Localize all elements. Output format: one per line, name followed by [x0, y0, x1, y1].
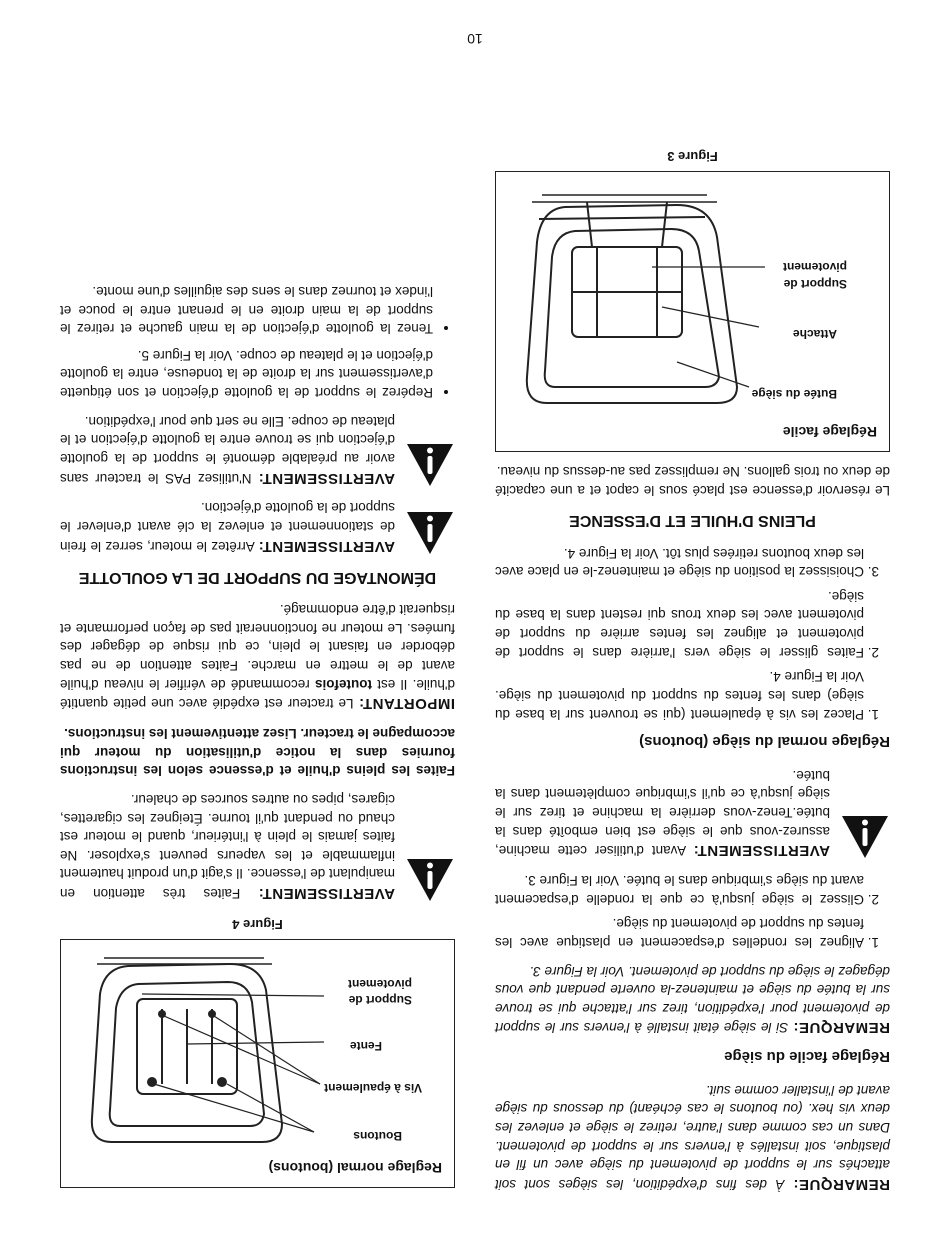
- important-label: IMPORTANT:: [358, 695, 455, 713]
- warning-text-block: [60, 789, 395, 903]
- figure-3-frame: [495, 171, 890, 452]
- figure-title: Reglage normal (boutons): [268, 1160, 442, 1176]
- warning-stop-engine: [60, 498, 455, 556]
- page-number: 10: [467, 31, 483, 47]
- important-note: [60, 600, 455, 714]
- warning-text-block: [60, 498, 395, 556]
- fill-instructions: Faites les pleins d'huile et d'essence selon les instructions fournies dans la notice d'utilisation du moteur qui accompagne le tracteur. Lisez attentivement les instructions.: [60, 726, 455, 779]
- remarque-shipping: [495, 1080, 890, 1194]
- list-item: 1. Placez les vis à épaulement (qui se trouvent sur la base du siège) dans les fentes du support du pivotement du siège. Voir la Figure 4.: [495, 667, 864, 723]
- list-item: • Repérez le support de la goulotte d'éjection et son étiquette d'avertissement sur la droite de la tondeuse, entre la goulotte d'éjection et le plateau de coupe. Voir la Figure 5.: [60, 345, 433, 401]
- remarque-text: À des fins d'expédition, les sièges sont soit attachés sur le support de pivotement du siège avec un fil en plastique, soit installés à l'envers sur le support de pivotement. Dans un cas comme dans l'autre, retirez le siège et enlevez les deux vis hex. (ou boutons le cas échéant) du dessous du siège avant de l'installer comme suit.: [495, 1082, 890, 1192]
- warning-fuel: [60, 789, 455, 903]
- column-right: [60, 273, 455, 1194]
- warning-seat-butee: [495, 765, 890, 860]
- warning-triangle-icon: [405, 857, 455, 903]
- list-item: 1. Alignez les rondelles d'espacement en plastique avec les fentes du support de pivotement du siège.: [495, 914, 864, 951]
- steps-facile: [495, 870, 890, 951]
- label-support: Support de pivotement: [782, 260, 847, 291]
- warning-text: Faites très attention en manipulant de l'essence. Il s'agit d'un produit hautement inflammable et les vapeurs peuvent s'exploser. Ne faites jamais le plein à l'intérieur, quand le moteur est chaud ou pendant qu'il tourne. Éteignez les cigarettes, cigares, pipes ou autres sources de chaleur.: [60, 791, 395, 902]
- warning-label: AVERTISSEMENT:: [258, 469, 395, 487]
- warning-label: AVERTISSEMENT:: [258, 885, 395, 903]
- warning-triangle-icon: [405, 510, 455, 556]
- heading-pleins: PLEINS D'HUILE ET D'ESSENCE: [569, 511, 816, 529]
- warning-text: N'utilisez PAS le tracteur sans avoir au préalable démonté le support de la goulotte d'éjection qui se trouve entre la goulotte d'éjection et le plateau de coupe. Elle ne sert que pour l'expédition.: [60, 413, 395, 486]
- figure-3-caption: Figure 3: [667, 148, 718, 164]
- important-text-b: recommandé de vérifier le niveau d'huile avant de le mettre en marche. Faites attention de ne pas déborder en faisant le plein, ce qui risque de dégager des fumées. Le moteur ne fonctionnerait pas de façon performante et risquerait d'être endommagé.: [60, 602, 455, 692]
- bullets-demontage: [60, 281, 455, 401]
- pleins-text: Le réservoir d'essence est placé sous le capot et a une capacité de deux ou trois gallons. Ne remplissez pas au-dessus du niveau.: [495, 464, 890, 498]
- warning-text: Avant d'utiliser cette machine, assurez-vous que le siège est bien emboîté dans la butée.Tenez-vous derrière la machine et tirez sur le siège jusqu'à ce qu'il s'imbrique complètement dans la butée.: [495, 767, 830, 859]
- label-vis: Vis à épaulement: [324, 1081, 422, 1096]
- list-item: 3. Choisissez la position du siège et maintenez-le en place avec les deux boutons retirées plus tôt. Voir la Figure 4.: [495, 543, 864, 580]
- list-item: • Tenez la goulotte d'éjection de la main gauche et retirez le support de la main droite en le prenant entre le pouce et l'index et tournez dans le sens des aiguilles d'une monte.: [60, 281, 433, 337]
- warning-text: Arrêtez le moteur, serrez le frein de stationnement et enlevez la clé avant d'enlever le support de la goulotte d'éjection.: [60, 500, 395, 554]
- remarque-upside-down: [495, 961, 890, 1038]
- label-support: Support de pivotement: [347, 976, 412, 1008]
- list-item: 2. Faites glisser le siège vers l'arrière dans le support de pivotement et alignez les fentes arrière du support de pivotement avec les deux trous qui restent dans la base du siège.: [495, 586, 864, 661]
- remarque-label: REMARQUE:: [793, 1176, 890, 1193]
- label-boutons: Boutons: [353, 1129, 402, 1144]
- figure-4-caption: Figure 4: [232, 917, 283, 933]
- figure-title: Réglage facile: [782, 423, 877, 440]
- remarque-text: Si le siège était installé à l'envers sur le support de pivotement pour l'expédition, tirez sur l'attache qui se trouve sur la butée du siège et maintenez-la ouverte pendant que vous dégagez le siège du support de pivotement. Voir la Figure 3.: [495, 963, 890, 1036]
- label-butee: Butée du siège: [751, 386, 837, 401]
- heading-demontage: DÉMONTAGE DU SUPPORT DE LA GOULOTTE: [78, 568, 437, 586]
- important-text-a: Le tracteur est expédié avec une petite quantité d'huile. Il est: [60, 676, 455, 712]
- warning-triangle-icon: [405, 442, 455, 488]
- seat-easy-adjust-illustration: [507, 185, 877, 417]
- steps-normal: [495, 543, 890, 723]
- warning-label: AVERTISSEMENT:: [693, 842, 830, 860]
- warning-triangle-icon: [840, 814, 890, 860]
- warning-text-block: [60, 411, 395, 488]
- warning-chute-bracket: [60, 411, 455, 488]
- figure-4-frame: [60, 939, 455, 1188]
- remarque-label: REMARQUE:: [793, 1019, 890, 1037]
- warning-text-block: [495, 765, 830, 860]
- list-item: 2. Glissez le siège jusqu'à ce que la rondelle d'espacement avant du siège s'imbrique dans le butée. Voir la Figure 3.: [495, 870, 864, 907]
- important-bold: toutefois: [315, 676, 372, 692]
- heading-reglage-normal: Réglage normal du siège (boutons): [639, 733, 890, 751]
- label-fente: Fente: [349, 1039, 382, 1054]
- warning-label: AVERTISSEMENT:: [258, 537, 395, 555]
- heading-reglage-facile: Réglage facile du siège: [724, 1048, 890, 1066]
- label-attache: Attache: [792, 326, 837, 341]
- column-left: [495, 135, 890, 1194]
